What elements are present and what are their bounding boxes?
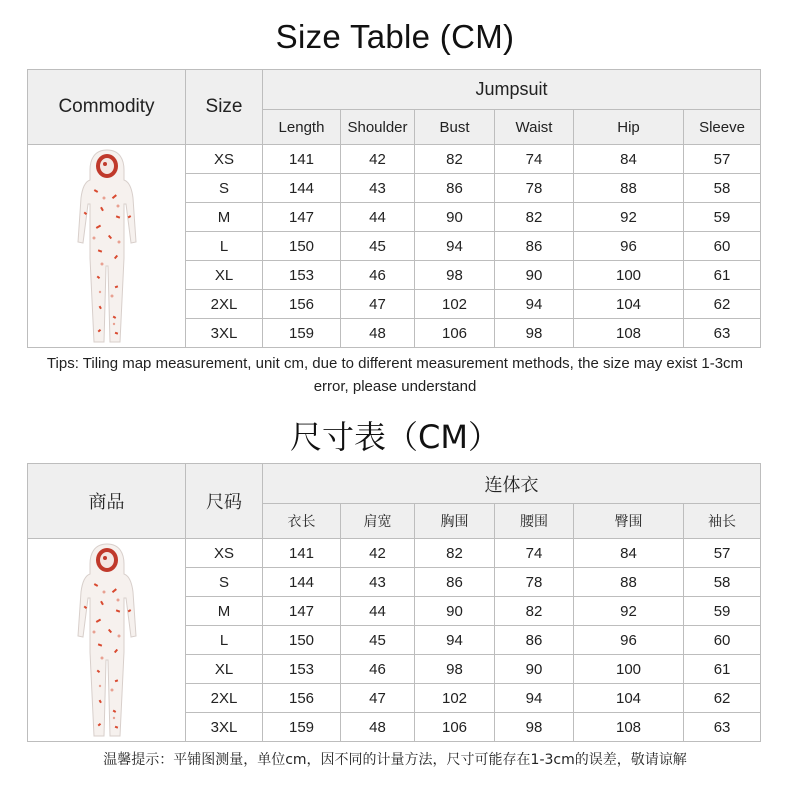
value-cell: 147: [263, 597, 341, 626]
value-cell: 156: [263, 290, 341, 319]
value-cell: 100: [574, 261, 684, 290]
value-cell: 47: [341, 290, 415, 319]
header-jumpsuit: 连体衣: [263, 464, 761, 504]
value-cell: 46: [341, 261, 415, 290]
col-header: Sleeve: [684, 110, 761, 145]
col-header: 肩宽: [341, 504, 415, 539]
value-cell: 58: [684, 174, 761, 203]
col-header: Bust: [415, 110, 495, 145]
size-cell: 2XL: [186, 290, 263, 319]
value-cell: 84: [574, 539, 684, 568]
value-cell: 144: [263, 174, 341, 203]
tips-en: Tips: Tiling map measurement, unit cm, due to different measurement methods, the size may exist 1-3cm error, please understand: [46, 355, 744, 395]
product-image-cell: [28, 145, 186, 348]
value-cell: 90: [415, 597, 495, 626]
value-cell: 58: [684, 568, 761, 597]
value-cell: 63: [684, 319, 761, 348]
value-cell: 150: [263, 626, 341, 655]
value-cell: 150: [263, 232, 341, 261]
header-commodity: Commodity: [28, 70, 186, 145]
value-cell: 45: [341, 626, 415, 655]
value-cell: 94: [415, 626, 495, 655]
value-cell: 90: [495, 261, 574, 290]
value-cell: 60: [684, 626, 761, 655]
value-cell: 42: [341, 539, 415, 568]
value-cell: 94: [495, 290, 574, 319]
value-cell: 100: [574, 655, 684, 684]
size-table-cn: [27, 463, 761, 742]
value-cell: 46: [341, 655, 415, 684]
header-size: Size: [186, 70, 263, 145]
value-cell: 104: [574, 684, 684, 713]
value-cell: 92: [574, 597, 684, 626]
size-cell: M: [186, 597, 263, 626]
value-cell: 47: [341, 684, 415, 713]
value-cell: 102: [415, 290, 495, 319]
value-cell: 159: [263, 713, 341, 742]
value-cell: 59: [684, 203, 761, 232]
value-cell: 62: [684, 290, 761, 319]
value-cell: 74: [495, 539, 574, 568]
value-cell: 48: [341, 713, 415, 742]
value-cell: 102: [415, 684, 495, 713]
col-header: 胸围: [415, 504, 495, 539]
value-cell: 62: [684, 684, 761, 713]
value-cell: 106: [415, 713, 495, 742]
value-cell: 78: [495, 174, 574, 203]
value-cell: 82: [415, 145, 495, 174]
size-cell: 2XL: [186, 684, 263, 713]
size-cell: 3XL: [186, 713, 263, 742]
value-cell: 108: [574, 713, 684, 742]
size-cell: L: [186, 232, 263, 261]
value-cell: 90: [415, 203, 495, 232]
value-cell: 43: [341, 174, 415, 203]
value-cell: 92: [574, 203, 684, 232]
size-cell: XS: [186, 539, 263, 568]
value-cell: 86: [415, 174, 495, 203]
col-header: 衣长: [263, 504, 341, 539]
size-cell: XL: [186, 655, 263, 684]
value-cell: 144: [263, 568, 341, 597]
value-cell: 57: [684, 145, 761, 174]
size-cell: XS: [186, 145, 263, 174]
value-cell: 61: [684, 261, 761, 290]
value-cell: 43: [341, 568, 415, 597]
value-cell: 60: [684, 232, 761, 261]
value-cell: 98: [415, 655, 495, 684]
value-cell: 88: [574, 568, 684, 597]
value-cell: 48: [341, 319, 415, 348]
size-table-en: [27, 69, 761, 348]
page-title-en: Size Table (CM): [275, 18, 515, 55]
value-cell: 147: [263, 203, 341, 232]
value-cell: 44: [341, 203, 415, 232]
size-cell: S: [186, 174, 263, 203]
value-cell: 63: [684, 713, 761, 742]
value-cell: 61: [684, 655, 761, 684]
value-cell: 57: [684, 539, 761, 568]
col-header: Waist: [495, 110, 574, 145]
value-cell: 59: [684, 597, 761, 626]
hooded-jumpsuit-figure-icon: [72, 146, 142, 346]
value-cell: 86: [495, 232, 574, 261]
value-cell: 82: [415, 539, 495, 568]
value-cell: 106: [415, 319, 495, 348]
value-cell: 90: [495, 655, 574, 684]
value-cell: 82: [495, 597, 574, 626]
value-cell: 44: [341, 597, 415, 626]
value-cell: 141: [263, 539, 341, 568]
col-header: Shoulder: [341, 110, 415, 145]
size-cell: 3XL: [186, 319, 263, 348]
value-cell: 96: [574, 626, 684, 655]
value-cell: 45: [341, 232, 415, 261]
value-cell: 84: [574, 145, 684, 174]
value-cell: 96: [574, 232, 684, 261]
product-image-cell: [28, 539, 186, 742]
value-cell: 94: [415, 232, 495, 261]
col-header: 腰围: [495, 504, 574, 539]
value-cell: 153: [263, 261, 341, 290]
header-commodity: 商品: [28, 464, 186, 539]
value-cell: 98: [415, 261, 495, 290]
col-header: Hip: [574, 110, 684, 145]
value-cell: 82: [495, 203, 574, 232]
value-cell: 88: [574, 174, 684, 203]
value-cell: 98: [495, 713, 574, 742]
col-header: 袖长: [684, 504, 761, 539]
tips-cn: 温馨提示：平铺图测量，单位cm，因不同的计量方法，尺寸可能存在1-3cm的误差，敬请谅解: [103, 752, 687, 768]
value-cell: 153: [263, 655, 341, 684]
value-cell: 98: [495, 319, 574, 348]
value-cell: 86: [415, 568, 495, 597]
size-cell: M: [186, 203, 263, 232]
value-cell: 42: [341, 145, 415, 174]
value-cell: 156: [263, 684, 341, 713]
header-size: 尺码: [186, 464, 263, 539]
header-jumpsuit: Jumpsuit: [263, 70, 761, 110]
value-cell: 78: [495, 568, 574, 597]
value-cell: 159: [263, 319, 341, 348]
size-cell: XL: [186, 261, 263, 290]
hooded-jumpsuit-figure-icon: [72, 540, 142, 740]
value-cell: 104: [574, 290, 684, 319]
value-cell: 141: [263, 145, 341, 174]
col-header: Length: [263, 110, 341, 145]
value-cell: 94: [495, 684, 574, 713]
value-cell: 74: [495, 145, 574, 174]
size-cell: L: [186, 626, 263, 655]
value-cell: 86: [495, 626, 574, 655]
value-cell: 108: [574, 319, 684, 348]
col-header: 臀围: [574, 504, 684, 539]
page-title-cn: 尺寸表（CM）: [290, 418, 500, 456]
size-cell: S: [186, 568, 263, 597]
